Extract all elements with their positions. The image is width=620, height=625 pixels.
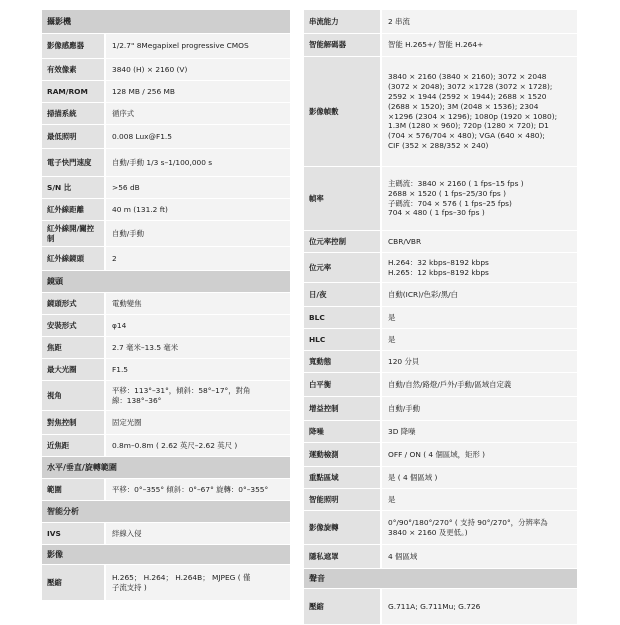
spec-row [42, 435, 290, 457]
spec-value [104, 565, 290, 600]
spec-row [304, 57, 577, 167]
spec-value-line: G.711A; G.711Mu; G.726 [388, 601, 481, 611]
spec-value [380, 443, 577, 466]
section-header: 水平/垂直/旋轉範圍 [42, 457, 290, 479]
spec-value-line: 子碼流：704 × 576 ( 1 fps–25 fps) [388, 198, 512, 208]
spec-value [380, 10, 577, 33]
spec-value-line: (704 × 576/704 × 480); VGA (640 × 480); [388, 131, 545, 141]
spec-row [42, 479, 290, 501]
spec-row [304, 10, 577, 34]
spec-row [304, 231, 577, 253]
spec-value-line: 絆線入侵 [112, 528, 142, 538]
spec-value-line: 704 × 480 ( 1 fps–30 fps ) [388, 208, 485, 218]
spec-row [42, 149, 290, 177]
spec-value [104, 81, 290, 102]
spec-label: 紅外線鏡頭 [42, 247, 104, 270]
spec-value-line: 1.3M (1280 × 960); 720p (1280 × 720); D1 [388, 121, 549, 131]
spec-row [42, 59, 290, 81]
spec-label: RAM/ROM [42, 81, 104, 102]
spec-value-line: 40 m (131.2 ft) [112, 204, 168, 214]
spec-label: 寬動態 [304, 351, 380, 372]
spec-value-line: 1/2.7" 8Megapixel progressive CMOS [112, 41, 249, 51]
spec-row [42, 81, 290, 103]
spec-label: 壓縮 [42, 565, 104, 600]
spec-row [304, 467, 577, 489]
spec-row [42, 337, 290, 359]
spec-value [104, 293, 290, 314]
spec-label: 最大光圈 [42, 359, 104, 380]
spec-label: 壓縮 [304, 589, 380, 624]
spec-value-line: 0°/90°/180°/270° ( 支持 90°/270°，分辨率為 [388, 517, 548, 527]
spec-row [304, 283, 577, 307]
spec-row [42, 293, 290, 315]
spec-label: 智能解碼器 [304, 34, 380, 56]
spec-value [380, 489, 577, 510]
section-header: 智能分析 [42, 501, 290, 523]
spec-row [42, 411, 290, 435]
spec-value-line: 0.008 Lux@F1.5 [112, 131, 172, 141]
spec-value-line: 電動變焦 [112, 298, 142, 308]
spec-value-line: H.265； H.264； H.264B； MJPEG ( 僅 [112, 572, 251, 582]
spec-label: HLC [304, 329, 380, 350]
spec-row [42, 177, 290, 199]
spec-row [304, 489, 577, 511]
spec-row [304, 253, 577, 283]
spec-value [380, 34, 577, 56]
spec-value-line: >56 dB [112, 182, 140, 192]
spec-row [304, 307, 577, 329]
spec-value [104, 247, 290, 270]
spec-value [104, 359, 290, 380]
spec-label: 影像幀數 [304, 57, 380, 166]
spec-value-line: 是 [388, 312, 396, 322]
spec-row [304, 373, 577, 397]
spec-table-right [304, 10, 577, 625]
spec-row [42, 523, 290, 545]
spec-value [104, 59, 290, 80]
spec-value-line: 0.8m–0.8m ( 2.62 英尺–2.62 英尺 ) [112, 440, 238, 450]
spec-value [104, 315, 290, 336]
spec-value [380, 231, 577, 252]
section-header: 聲音 [304, 569, 577, 589]
spec-value-line: 3D 降噪 [388, 426, 416, 436]
spec-label: 紅外線距離 [42, 199, 104, 220]
spec-value [104, 149, 290, 176]
spec-value [380, 511, 577, 544]
spec-label: 智能照明 [304, 489, 380, 510]
spec-value-line: 自動(ICR)/色彩/黑/白 [388, 289, 459, 299]
spec-value [380, 329, 577, 350]
spec-row [42, 381, 290, 411]
spec-value [104, 523, 290, 544]
spec-label: 白平衡 [304, 373, 380, 396]
spec-row [304, 397, 577, 421]
spec-value-line: OFF / ON ( 4 個區域，矩形 ) [388, 449, 486, 459]
section-header: 鏡頭 [42, 271, 290, 293]
spec-value [104, 177, 290, 198]
spec-label: 增益控制 [304, 397, 380, 420]
spec-value [380, 283, 577, 306]
spec-table-left [42, 10, 290, 601]
spec-label: 位元率 [304, 253, 380, 282]
spec-value-line: φ14 [112, 320, 127, 330]
spec-label: 紅外線開/關控制 [42, 221, 104, 246]
spec-value-line: 自動/手動 [388, 403, 421, 413]
spec-value-line: 子流支持 ) [112, 582, 147, 592]
spec-label: 視角 [42, 381, 104, 410]
spec-value-line: ×1296 (2304 × 1296); 1080p (1920 × 1080); [388, 111, 558, 121]
spec-value-line: 自動/手動 [112, 228, 145, 238]
spec-value [104, 411, 290, 434]
spec-value-line: F1.5 [112, 364, 129, 374]
spec-value [380, 307, 577, 328]
spec-row [304, 34, 577, 57]
spec-label: 幀率 [304, 167, 380, 230]
spec-value [104, 337, 290, 358]
spec-row [42, 359, 290, 381]
spec-value [104, 381, 290, 410]
spec-label: 焦距 [42, 337, 104, 358]
spec-label: 日/夜 [304, 283, 380, 306]
spec-label: 掃描系統 [42, 103, 104, 124]
spec-row [42, 221, 290, 247]
spec-value-line: CBR/VBR [388, 236, 422, 246]
spec-label: 影像旋轉 [304, 511, 380, 544]
spec-value-line: 2688 × 1520 ( 1 fps–25/30 fps ) [388, 188, 507, 198]
spec-row [304, 351, 577, 373]
spec-value-line: 128 MB / 256 MB [112, 86, 175, 96]
spec-label: 電子快門速度 [42, 149, 104, 176]
spec-value-line: 2 [112, 253, 117, 263]
spec-value-line: 是 [388, 334, 396, 344]
spec-value [104, 479, 290, 500]
spec-value-line: 線：138°–36° [112, 395, 162, 405]
spec-value [104, 103, 290, 124]
spec-value-line: (3072 × 2048); 3072 ×1728 (3072 × 1728); [388, 82, 553, 92]
spec-row [42, 247, 290, 271]
section-header: 影像 [42, 545, 290, 565]
spec-value-line: 自動/手動 1/3 s–1/100,000 s [112, 157, 213, 167]
spec-value [104, 221, 290, 246]
spec-value [380, 373, 577, 396]
spec-value-line: 平移：113°–31°，傾斜：58°–17°，對角 [112, 385, 251, 395]
spec-label: 對焦控制 [42, 411, 104, 434]
spec-value-line: 是 [388, 494, 396, 504]
spec-label: 安裝形式 [42, 315, 104, 336]
spec-label: 範圍 [42, 479, 104, 500]
spec-label: 影像感應器 [42, 34, 104, 58]
spec-row [42, 103, 290, 125]
spec-row [304, 421, 577, 443]
spec-row [304, 511, 577, 545]
spec-value [380, 351, 577, 372]
spec-value-line: H.265：12 kbps–8192 kbps [388, 267, 489, 277]
spec-label: BLC [304, 307, 380, 328]
spec-row [42, 125, 290, 149]
spec-label: 近焦距 [42, 435, 104, 456]
spec-value [104, 34, 290, 58]
spec-label: 位元率控制 [304, 231, 380, 252]
spec-value-line: 2.7 毫米–13.5 毫米 [112, 342, 179, 352]
spec-value [104, 199, 290, 220]
spec-label: S/N 比 [42, 177, 104, 198]
spec-label: 串流能力 [304, 10, 380, 33]
spec-value-line: 固定光圈 [112, 417, 142, 427]
spec-value-line: 是 ( 4 個區域 ) [388, 472, 438, 482]
spec-label: 有效像素 [42, 59, 104, 80]
spec-value [380, 397, 577, 420]
section-header: 攝影機 [42, 10, 290, 34]
spec-value-line: 主碼流：3840 × 2160 ( 1 fps–15 fps ) [388, 178, 524, 188]
spec-row [304, 443, 577, 467]
spec-label: 最低照明 [42, 125, 104, 148]
spec-value-line: H.264：32 kbps–8192 kbps [388, 257, 489, 267]
spec-value [380, 57, 577, 166]
spec-value [380, 467, 577, 488]
spec-value-line: 2 串流 [388, 16, 410, 26]
spec-label: IVS [42, 523, 104, 544]
spec-row [304, 545, 577, 569]
spec-row [304, 167, 577, 231]
spec-value-line: 120 分貝 [388, 356, 420, 366]
spec-value [104, 125, 290, 148]
spec-value-line: 3840 (H) × 2160 (V) [112, 64, 188, 74]
spec-value-line: 2592 × 1944 (2592 × 1944); 2688 × 1520 [388, 91, 547, 101]
spec-value [380, 589, 577, 624]
spec-value-line: 循序式 [112, 108, 135, 118]
spec-value [380, 421, 577, 442]
spec-value-line: 4 個區域 [388, 551, 418, 561]
spec-value [380, 167, 577, 230]
spec-label: 隱私遮罩 [304, 545, 380, 568]
spec-row [42, 565, 290, 601]
spec-value-line: 自動/自然/路燈/戶外/手動/區域自定義 [388, 379, 512, 389]
spec-label: 鏡頭形式 [42, 293, 104, 314]
spec-row [42, 199, 290, 221]
spec-value-line: 3840 × 2160 (3840 × 2160); 3072 × 2048 [388, 72, 547, 82]
spec-value-line: 智能 H.265+/ 智能 H.264+ [388, 40, 484, 50]
spec-row [42, 315, 290, 337]
spec-row [304, 329, 577, 351]
spec-row [42, 34, 290, 59]
spec-value-line: 3840 × 2160 及更低。) [388, 527, 468, 537]
spec-value-line: CIF (352 × 288/352 × 240) [388, 140, 489, 150]
spec-label: 重點區域 [304, 467, 380, 488]
spec-value [380, 253, 577, 282]
spec-value [380, 545, 577, 568]
spec-label: 運動檢測 [304, 443, 380, 466]
spec-label: 降噪 [304, 421, 380, 442]
spec-value [104, 435, 290, 456]
spec-value-line: (2688 × 1520); 3M (2048 × 1536); 2304 [388, 101, 539, 111]
spec-value-line: 平移：0°–355° 傾斜：0°–67° 旋轉：0°–355° [112, 484, 269, 494]
